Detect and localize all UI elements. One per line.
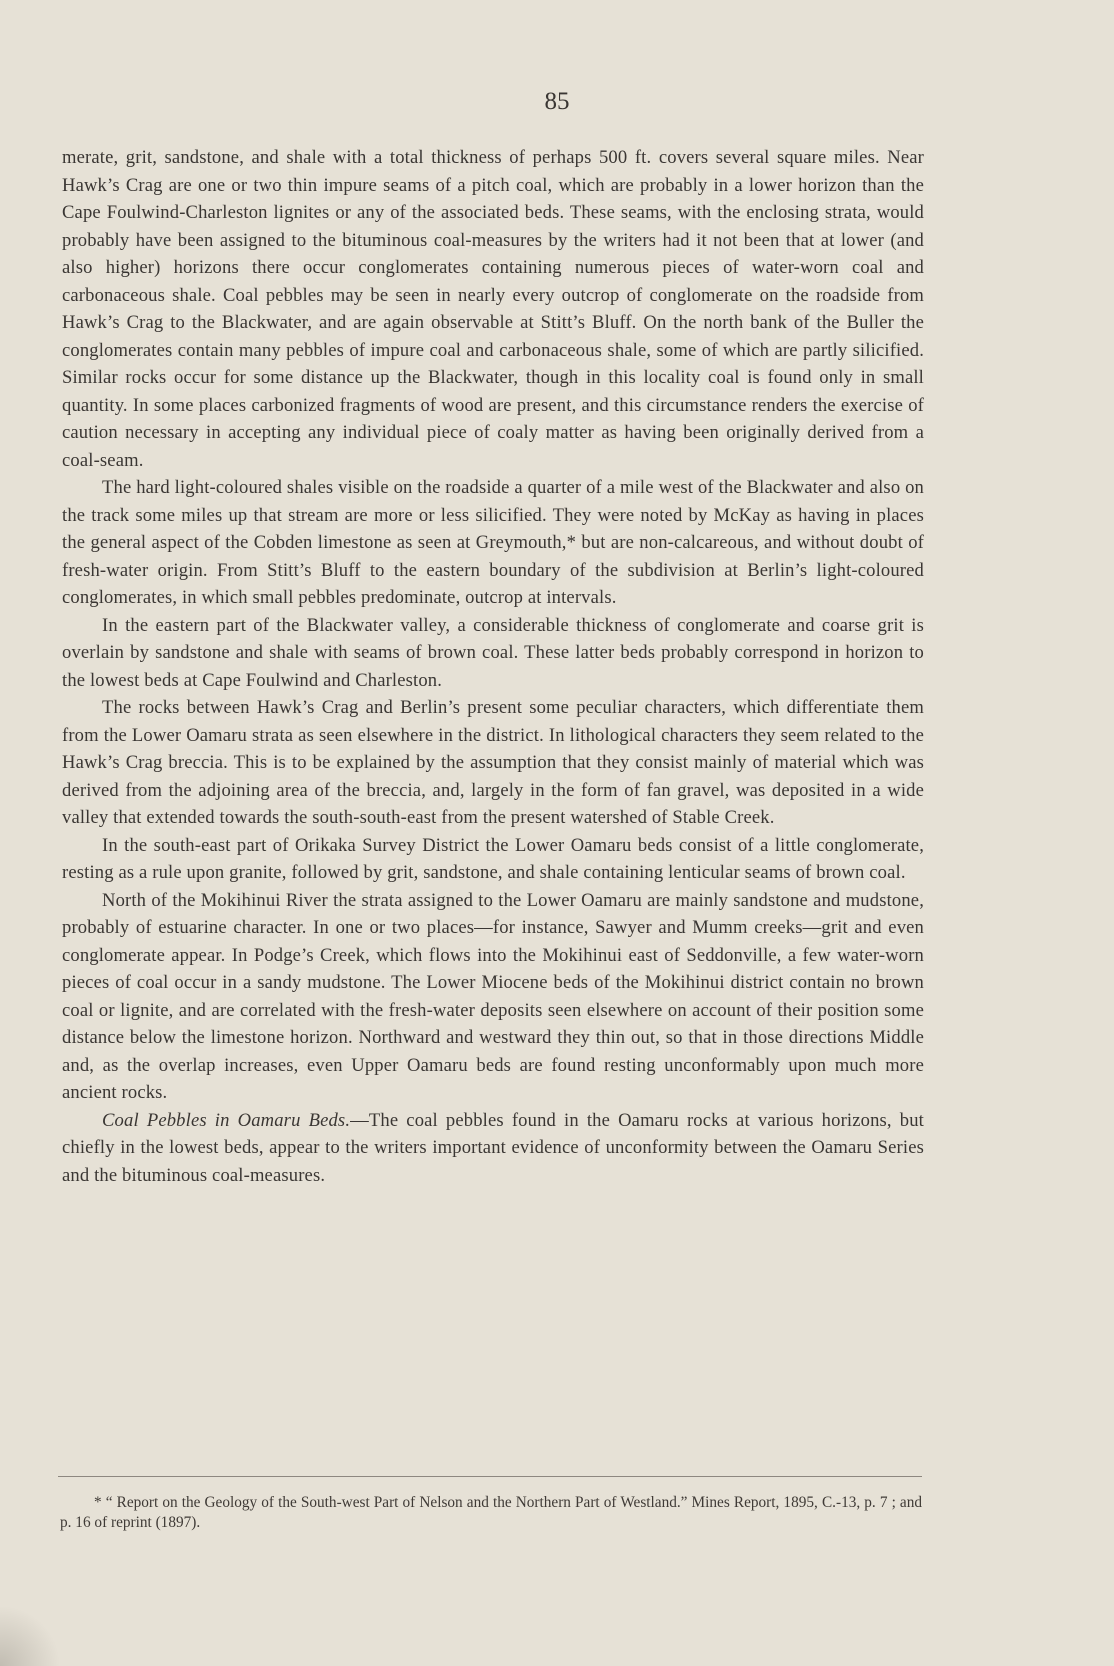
body-text [62, 144, 924, 1189]
footnote: * “ Report on the Geology of the South-west Part of Nelson and the Northern Part of Westland.” Mines Report, 1895, C.-13, p. 7 ; and p. 16 of reprint (1897). [60, 1494, 922, 1531]
paragraph-2: The hard light-coloured shales visible on the roadside a quarter of a mile west of the Blackwater and also on the track some miles up that stream are more or less silicified. They were noted by McKay as having in places the general aspect of the Cobden limestone as seen at Greymouth,* but are non-calcareous, and without doubt of fresh-water origin. From Stitt’s Bluff to the eastern boundary of the subdivision at Berlin’s light-coloured conglomerates, in which small pebbles predominate, outcrop at intervals. [62, 477, 924, 608]
paragraph-1: merate, grit, sandstone, and shale with a total thickness of perhaps 500 ft. covers several square miles. Near Hawk’s Crag are one or two thin impure seams of a pitch coal, which are probably in a lower horizon than the Cape Foulwind-Charleston lignites or any of the associated beds. These seams, with the enclosing strata, would probably have been assigned to the bituminous coal-measures by the writers had it not been that at lower (and also higher) horizons there occur conglomerates containing numerous pieces of water-worn coal and carbonaceous shale. Coal pebbles may be seen in nearly every outcrop of conglomerate on the roadside from Hawk’s Crag to the Blackwater, and are again observable at Stitt’s Bluff. On the north bank of the Buller the conglomerates contain many pebbles of impure coal and carbonaceous shale, some of which are partly silicified. Similar rocks occur for some distance up the Blackwater, though in this locality coal is found only in small quantity. In some places carbonized fragments of wood are present, and this circumstance renders the exercise of caution necessary in accepting any individual piece of coaly matter as having been originally derived from a coal-seam. [62, 147, 924, 471]
page-corner-shadow [0, 1596, 70, 1666]
paragraph-3: In the eastern part of the Blackwater valley, a considerable thickness of conglomerate and coarse grit is overlain by sandstone and shale with seams of brown coal. These latter beds probably correspond in horizon to the lowest beds at Cape Foulwind and Charleston. [62, 614, 924, 691]
paragraph-7 [62, 1107, 924, 1190]
paragraph-4: The rocks between Hawk’s Crag and Berlin’s present some peculiar characters, which differentiate them from the Lower Oamaru strata as seen elsewhere in the district. In lithological characters they seem related to the Hawk’s Crag breccia. This is to be explained by the assumption that they consist mainly of material which was derived from the adjoining area of the breccia, and, largely in the form of fan gravel, was deposited in a wide valley that extended towards the south-south-east from the present watershed of Stable Creek. [62, 697, 924, 828]
page-number: 85 [544, 88, 570, 115]
footnote-divider [58, 1476, 922, 1477]
paragraph-5: In the south-east part of Orikaka Survey District the Lower Oamaru beds consist of a little conglomerate, resting as a rule upon granite, followed by grit, sandstone, and shale containing lenticular seams of brown coal. [62, 834, 924, 883]
section-heading: Coal Pebbles in Oamaru Beds. [102, 1109, 351, 1131]
paragraph-6: North of the Mokihinui River the strata assigned to the Lower Oamaru are mainly sandstone and mudstone, probably of estuarine character. In one or two places—for instance, Sawyer and Mumm creeks—grit and even conglomerate appear. In Podge’s Creek, which flows into the Mokihinui east of Seddonville, a few water-worn pieces of coal occur in a sandy mudstone. The Lower Miocene beds of the Mokihinui district contain no brown coal or lignite, and are correlated with the fresh-water deposits seen elsewhere on account of their position some distance below the limestone horizon. Northward and westward they thin out, so that in those directions Middle and, as the overlap increases, even Upper Oamaru beds are found resting unconformably upon much more ancient rocks. [62, 889, 924, 1103]
paragraph-7-text: —The coal pebbles found in the Oamaru rocks at various horizons, but chiefly in the lowest beds, appear to the writers important evidence of unconformity between the Oamaru Series and the bituminous coal-measures. [62, 1109, 924, 1186]
